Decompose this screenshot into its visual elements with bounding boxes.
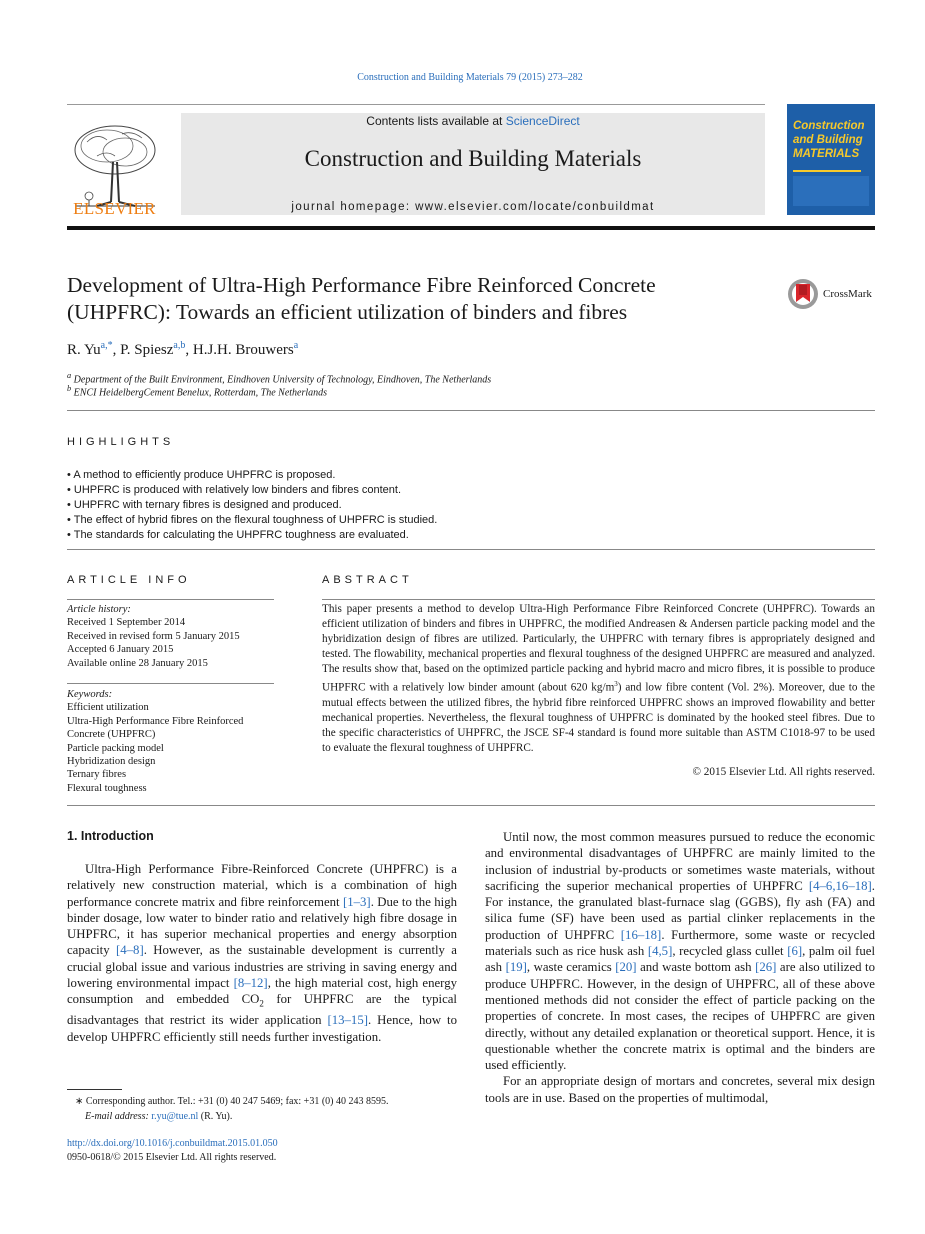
- affiliation-text: ENCI HeidelbergCement Benelux, Rotterdam, The Netherlands: [73, 387, 328, 399]
- crossmark-icon[interactable]: [787, 278, 819, 310]
- author-affiliation-mark[interactable]: a,b: [173, 340, 186, 351]
- citation-link[interactable]: [1–3]: [342, 894, 371, 909]
- elsevier-wordmark: ELSEVIER: [73, 199, 156, 218]
- footnote-line: ∗ Corresponding author. Tel.: +31 (0) 40 247 5469; fax: +31 (0) 40 243 8595.: [75, 1096, 389, 1107]
- sciencedirect-link[interactable]: ScienceDirect: [505, 114, 580, 128]
- divider: [67, 683, 274, 684]
- citation-link[interactable]: [4–6,16–18]: [808, 878, 872, 893]
- cover-stripe: [793, 170, 861, 172]
- keyword: Ultra-High Performance Fibre Reinforced: [67, 715, 244, 727]
- history-item: Received in revised form 5 January 2015: [67, 630, 240, 642]
- email-label: E-mail address:: [85, 1111, 152, 1122]
- highlights-heading: HIGHLIGHTS: [67, 436, 175, 448]
- highlight-text: A method to efficiently produce UHPFRC is proposed.: [73, 469, 336, 481]
- keyword: Ternary fibres: [67, 769, 127, 781]
- body-text: . For instance, the granulated blast-furnace slag (GGBS), fly ash (FA) and silica fume (SF) have been used as partial clinker replacements in the production of UHPFRC: [485, 878, 875, 942]
- article-info-heading: ARTICLE INFO: [67, 574, 191, 586]
- subscript: 2: [259, 998, 264, 1009]
- affiliation-mark: a: [67, 371, 72, 380]
- crossmark-label[interactable]: CrossMark: [823, 288, 872, 300]
- body-text: , palm oil fuel ash: [485, 944, 875, 975]
- body-text: . However, as the sustainable development is currently a crucial global issue and various industries are striving in saving energy and lowering environmental impact: [67, 943, 457, 991]
- intro-paragraph: [67, 861, 457, 1045]
- citation-link[interactable]: [13–15]: [327, 1013, 368, 1028]
- divider: [322, 599, 875, 600]
- body-text: , the high material cost, high energy consumption and embedded CO: [67, 976, 457, 1007]
- email-link[interactable]: r.yu@tue.nl: [151, 1111, 199, 1122]
- highlight-item: • A method to efficiently produce UHPFRC is proposed.: [67, 469, 336, 481]
- abstract-body: [322, 602, 875, 756]
- author-affiliation-mark[interactable]: a,*: [100, 340, 113, 351]
- highlight-text: The effect of hybrid fibres on the flexural toughness of UHPFRC is studied.: [73, 514, 438, 526]
- footnote-email-line: [67, 1109, 457, 1124]
- keyword: Flexural toughness: [67, 782, 147, 794]
- author-affiliation-mark[interactable]: a: [293, 340, 299, 351]
- highlight-text: UHPFRC with ternary fibres is designed and produced.: [73, 499, 342, 511]
- history-item: Available online 28 January 2015: [67, 657, 208, 669]
- journal-cover-image[interactable]: [787, 104, 875, 215]
- abstract-heading: ABSTRACT: [322, 574, 413, 586]
- homepage-url[interactable]: www.elsevier.com/locate/conbuildmat: [415, 201, 655, 213]
- publication-info: [67, 1137, 278, 1165]
- article-title: [67, 272, 767, 326]
- section-heading-introduction: 1. Introduction: [67, 829, 154, 843]
- divider: [67, 410, 875, 411]
- abstract-superscript: 3: [614, 680, 618, 688]
- citation-link[interactable]: [20]: [615, 960, 637, 975]
- abstract-text-2: ) and low fibre content (Vol. 2%). Moreover, due to the mutual effects between the utilized fibres, the hybrid fibre reinforced UHPFRC shows an improved flowability and better mechanical properties. Nevertheless, the flexural toughness of UHPFRC is dominated by the hooked steel fibres. Due to the specific characteristics of UHPFRC, the JSCE SF-4 standard is found more suitable than ASTM C1018-97 to be used to evaluate the flexural toughness of UHPFRC.: [322, 681, 875, 754]
- homepage-prefix: journal homepage:: [291, 201, 416, 213]
- article-history: [67, 603, 274, 670]
- divider: [67, 805, 875, 806]
- body-text: . Hence, how to develop UHPFRC efficiently still needs further investigation.: [67, 1013, 457, 1044]
- intro-paragraph: [485, 829, 875, 1073]
- journal-homepage: [181, 201, 765, 213]
- author-name[interactable]: P. Spiesz: [120, 342, 174, 358]
- history-label: Article history:: [67, 604, 131, 615]
- contents-prefix: Contents lists available at: [366, 114, 506, 128]
- highlight-item: • The standards for calculating the UHPFRC toughness are evaluated.: [67, 529, 409, 541]
- divider: [67, 599, 274, 600]
- issn-line: 0950-0618/© 2015 Elsevier Ltd. All rights reserved.: [67, 1152, 277, 1163]
- keywords: [67, 688, 274, 795]
- highlights-list: [67, 468, 437, 543]
- body-text: . Due to the high binder dosage, low water to binder ratio and relatively high fibre dosage in UHPFRC, it has superior mechanical properties and energy absorption capacity: [67, 894, 457, 958]
- body-text: and waste bottom ash: [636, 960, 756, 975]
- history-item: Accepted 6 January 2015: [67, 644, 174, 656]
- footnote-rule: [67, 1089, 122, 1090]
- highlight-item: • The effect of hybrid fibres on the flexural toughness of UHPFRC is studied.: [67, 514, 438, 526]
- body-text: for UHPFRC are the typical disadvantages that restrict its wider application: [67, 992, 457, 1028]
- header-thick-rule: [67, 226, 875, 230]
- keyword: Concrete (UHPFRC): [67, 729, 156, 741]
- abstract-text-1: This paper presents a method to develop Ultra-High Performance Fibre Reinforced Concrete (UHPFRC). Towards an efficient utilization of binders and fibres in UHPFRC, the modified Andreasen & Andersen particle packing model and the hybridization design of fibres are utilized. Particularly, the UHPFRC with ternary fibres is appropriately designed and tested. The flowability, mechanical properties and flexural toughness of the designed UHPFRC are measured and analyzed. The results show that, based on the optimized particle packing and hybrid macro and micro fibres, it is possible to produce UHPFRC with a relatively low binder amount (about 620 kg/m: [322, 603, 875, 694]
- body-text: are also utilized to produce UHPFRC. However, in the design of UHPFRC, all of these above mentioned methods did not consider the effect of particle packing on the properties of concrete. In most cases, the recipes of UHPFRC are given directly, without any detailed explanation or theoretical support. Hence, it is questionable whether the concrete matrix is optimal and the binders are used efficiently.: [485, 960, 875, 1073]
- citation-link[interactable]: [16–18]: [620, 927, 662, 942]
- affiliation-mark: b: [67, 384, 72, 393]
- corresponding-author-footnote: [67, 1094, 457, 1124]
- citation-link[interactable]: [4,5]: [647, 944, 673, 959]
- affiliation-text: Department of the Built Environment, Eindhoven University of Technology, Eindhoven, The Netherlands: [73, 374, 492, 386]
- cover-panel: [793, 176, 869, 206]
- keyword: Particle packing model: [67, 742, 164, 754]
- journal-title: Construction and Building Materials: [304, 146, 642, 171]
- citation-link[interactable]: [19]: [505, 960, 527, 975]
- intro-left-column: [67, 861, 457, 1045]
- highlight-text: The standards for calculating the UHPFRC toughness are evaluated.: [73, 529, 409, 541]
- header-rule: [67, 104, 765, 105]
- citation-link[interactable]: [6]: [787, 944, 803, 959]
- body-text: . Furthermore, some waste or recycled materials such as rice husk ash: [485, 927, 875, 959]
- footnote-text: Corresponding author. Tel.: +31 (0) 40 247 5469; fax: +31 (0) 40 243 8595.: [85, 1096, 389, 1107]
- highlight-item: • UHPFRC with ternary fibres is designed and produced.: [67, 499, 342, 511]
- body-text: , recycled glass cullet: [672, 944, 788, 959]
- keywords-label: Keywords:: [67, 689, 113, 700]
- history-item: Received 1 September 2014: [67, 617, 186, 629]
- intro-right-column: [485, 829, 875, 1106]
- citation-link[interactable]: [8–12]: [233, 976, 268, 991]
- journal-reference[interactable]: Construction and Building Materials 79 (2015) 273–282: [357, 72, 583, 83]
- author-name[interactable]: R. Yu: [67, 342, 101, 358]
- highlight-text: UHPFRC is produced with relatively low binders and fibres content.: [73, 484, 402, 496]
- body-text: Until now, the most common measures pursued to reduce the economic and environmental disadvantages of UHPFRC are mainly limited to the inclusion of industrial by-products or sometimes waste materials, without sacrificing the superior mechanical properties of UHPFRC: [485, 830, 875, 893]
- abstract-copyright: © 2015 Elsevier Ltd. All rights reserved.: [692, 766, 875, 778]
- keyword: Hybridization design: [67, 756, 156, 768]
- cover-title: Construction and Building MATERIALS: [793, 120, 865, 160]
- contents-line: [181, 114, 765, 128]
- article-title-line-1: Development of Ultra-High Performance Fibre Reinforced Concrete: [67, 273, 656, 297]
- article-title-line-2: (UHPFRC): Towards an efficient utilization of binders and fibres: [67, 300, 628, 324]
- citation-link[interactable]: [4–8]: [115, 943, 144, 958]
- author-list: R. $Yu^{a,*}$, P. Spiesz$^{a,b}$, H.J.H. Brouwers$^a$: [67, 340, 299, 358]
- affiliation: [67, 384, 327, 398]
- highlight-item: • UHPFRC is produced with relatively low binders and fibres content.: [67, 484, 402, 496]
- email-suffix: (R. Yu).: [198, 1111, 233, 1122]
- citation-link[interactable]: [26]: [755, 960, 777, 975]
- intro-paragraph: For an appropriate design of mortars and concretes, several mix design tools are in use. Based on the properties of multimodal,: [485, 1074, 875, 1105]
- body-text: , waste ceramics: [526, 960, 616, 975]
- divider: [67, 549, 875, 550]
- doi-link[interactable]: http://dx.doi.org/10.1016/j.conbuildmat.2015.01.050: [67, 1138, 278, 1149]
- author-name[interactable]: H.J.H. Brouwers: [192, 342, 294, 358]
- body-text: Ultra-High Performance Fibre-Reinforced Concrete (UHPFRC) is a relatively new construction material, which is a combination of high performance concrete matrix and fibre reinforcement: [67, 862, 457, 909]
- keyword: Efficient utilization: [67, 702, 149, 714]
